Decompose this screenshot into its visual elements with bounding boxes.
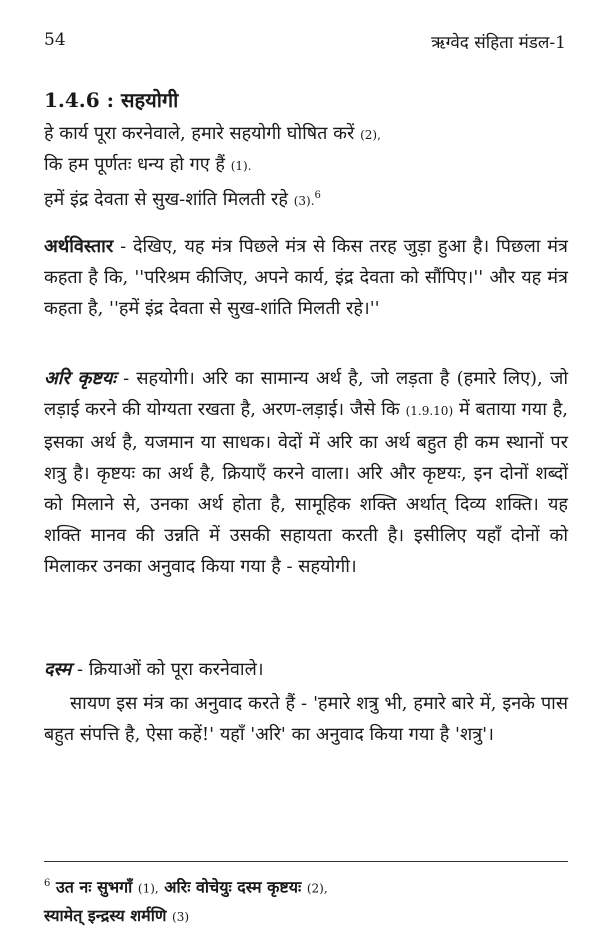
running-title: ऋग्वेद संहिता मंडल-1	[431, 33, 566, 53]
verse-line-3-text: हमें इंद्र देवता से सुख-शांति मिलती रहे	[44, 189, 288, 210]
footnote-text-1a: उत नः सुभगाँ	[55, 877, 133, 897]
verse-translation	[44, 119, 564, 216]
footnote	[44, 870, 568, 931]
footnote-marker: 6	[44, 878, 51, 889]
section-title: 1.4.6 : सहयोगी	[44, 88, 179, 112]
verse-line-3-ref: (3).	[293, 194, 315, 208]
sayana-paragraph: सायण इस मंत्र का अनुवाद करते हैं - 'हमारे शत्रु भी, हमारे बारे में, इनके पास बहुत संपत्ति है, ऐसा कहें!' यहाँ 'अरि' का अनुवाद किया गया है 'शत्रु'।	[44, 693, 568, 745]
dasma-term: दस्म	[44, 659, 72, 680]
verse-line-2-text: कि हम पूर्णतः धन्य हो गए हैं	[44, 154, 225, 175]
verse-line-3	[44, 181, 564, 216]
footnote-ref-2: (2),	[306, 881, 328, 896]
dasma-paragraph	[44, 654, 568, 685]
verse-line-2-ref: (1).	[230, 159, 252, 173]
footnote-text-1b: अरिः वोचेयुः दस्म कृष्टयः	[164, 877, 302, 897]
verse-line-2	[44, 150, 564, 181]
ari-paragraph	[44, 363, 568, 582]
explanation-paragraph	[44, 231, 568, 324]
ari-text-b: में बताया गया है, इसका अर्थ है, यजमान या साधक। वेदों में अरि का अर्थ बहुत ही कम स्थानों पर शत्रु है। कृष्टयः का अर्थ है, क्रियाएँ करने वाला। अरि और कृष्टयः, इन दोनों शब्दों को मिलाने से, उनका अर्थ होता है, सामूहिक शक्ति अर्थात् दिव्य शक्ति। यह शक्ति मानव की उन्नति में उसकी सहायता करती है। इसीलिए यहाँ दोनों को मिलाकर उनका अनुवाद किया गया है - सहयोगी।	[44, 399, 568, 577]
footnote-ref-1: (1),	[137, 881, 159, 896]
verse-line-1	[44, 119, 564, 150]
page-number: 54	[44, 30, 66, 50]
footnote-ref-3: (3)	[172, 910, 190, 925]
verse-line-1-text: हे कार्य पूरा करनेवाले, हमारे सहयोगी घोषित करें	[44, 123, 355, 144]
explanation-text: - देखिए, यह मंत्र पिछले मंत्र से किस तरह जुड़ा हुआ है। पिछला मंत्र कहता है कि, ''परिश्रम कीजिए, अपने कार्य, इंद्र देवता को सौंपिए।'' और यह मंत्र कहता है, ''हमें इंद्र देवता से सुख-शांति मिलती रहे।''	[44, 236, 568, 319]
footnote-line-1	[44, 870, 568, 902]
dasma-text: - क्रियाओं को पूरा करनेवाले।	[71, 659, 264, 680]
footnote-divider	[44, 861, 568, 862]
ari-text-a: - सहयोगी। अरि का सामान्य अर्थ है, जो लड़ता है (हमारे लिए), जो लड़ाई करने की योग्यता रखता है, अरण-लड़ाई। जैसे कि	[44, 368, 568, 420]
footnote-line-2	[44, 902, 568, 931]
explanation-term: अर्थविस्तार	[44, 236, 114, 257]
verse-line-1-ref: (2),	[360, 128, 381, 142]
ari-ref: (1.9.10)	[405, 404, 454, 418]
footnote-reference: 6	[314, 190, 321, 201]
footnote-text-2: स्यामेत् इन्द्रस्य शर्मणि	[44, 906, 167, 926]
ari-term: अरि कृष्टयः	[44, 368, 116, 389]
